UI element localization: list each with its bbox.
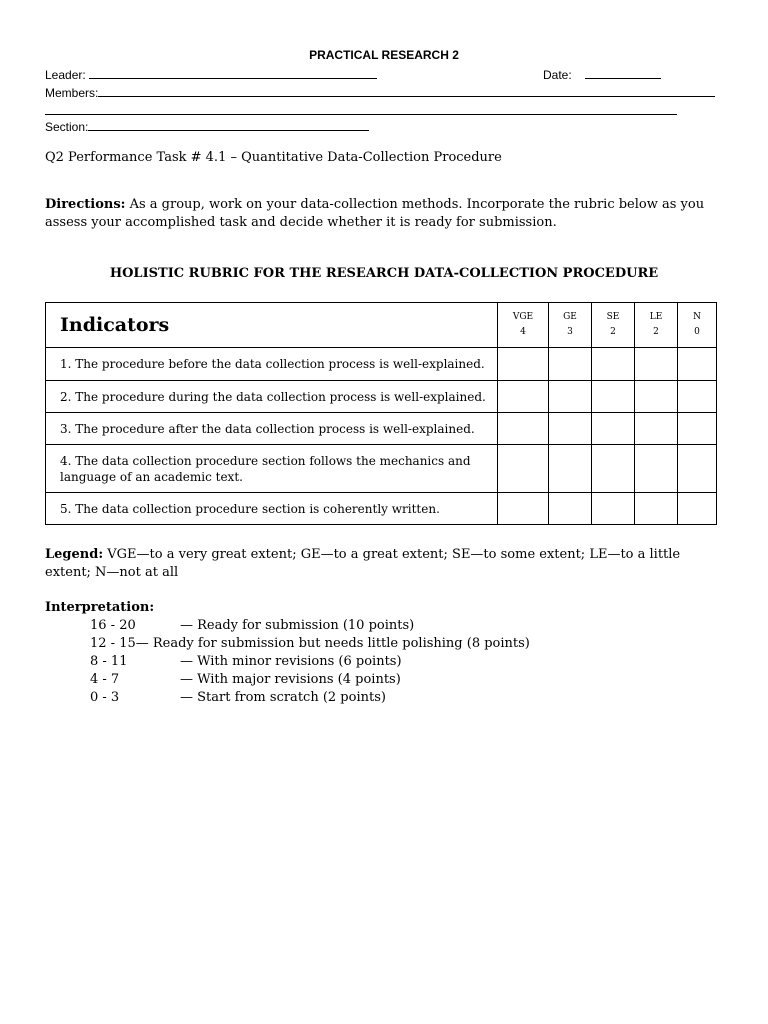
rubric-header-row	[46, 303, 717, 348]
score-range: 4 - 7	[90, 672, 120, 687]
rating-header-vge	[498, 303, 549, 348]
interpretation-text: — Ready for submission (10 points)	[180, 618, 415, 633]
interpretation-label: Interpretation:	[45, 600, 155, 615]
legend-paragraph	[45, 546, 725, 582]
score-cell[interactable]	[498, 413, 549, 445]
score-cell[interactable]	[498, 381, 549, 413]
interpretation-text: — Ready for submission but needs little polishing (8 points)	[135, 636, 530, 651]
members-field	[45, 84, 715, 100]
rubric-title: HOLISTIC RUBRIC FOR THE RESEARCH DATA-COLLECTION PROCEDURE	[109, 266, 659, 281]
score-cell[interactable]	[678, 348, 717, 381]
indicator-cell: 4. The data collection procedure section follows the mechanics and language of an academic text.	[46, 445, 498, 493]
legend-label: Legend:	[45, 547, 104, 562]
legend-text: VGE—to a very great extent; GE—to a great extent; SE—to some extent; LE—to a little extent; N—not at all	[45, 547, 681, 580]
interpretation-row	[90, 636, 530, 651]
score-cell[interactable]	[678, 493, 717, 525]
leader-blank[interactable]	[89, 66, 377, 79]
indicator-cell: 3. The procedure after the data collection process is well-explained.	[46, 413, 498, 445]
rubric-table	[45, 302, 717, 525]
directions-paragraph	[45, 196, 725, 232]
score-range: 0 - 3	[90, 690, 120, 705]
directions-text: As a group, work on your data-collection methods. Incorporate the rubric below as you assess your accomplished task and decide whether it is ready for submission.	[45, 197, 705, 230]
score-cell[interactable]	[549, 348, 592, 381]
rating-header-le	[635, 303, 678, 348]
leader-label: Leader:	[45, 68, 86, 82]
date-field	[543, 66, 661, 82]
score-cell[interactable]	[592, 493, 635, 525]
score-cell[interactable]	[678, 445, 717, 493]
table-row	[46, 413, 717, 445]
score-cell[interactable]	[549, 413, 592, 445]
leader-field	[45, 66, 377, 82]
rating-score: 3	[567, 327, 573, 337]
interpretation-text: — With minor revisions (6 points)	[180, 654, 402, 669]
rating-score: 2	[653, 327, 659, 337]
date-label: Date:	[543, 68, 572, 82]
interpretation-row	[90, 690, 386, 705]
table-row	[46, 348, 717, 381]
score-cell[interactable]	[592, 413, 635, 445]
score-cell[interactable]	[549, 381, 592, 413]
rating-code: GE	[563, 312, 577, 322]
members-label: Members:	[45, 86, 99, 100]
section-blank[interactable]	[88, 118, 369, 131]
score-cell[interactable]	[678, 413, 717, 445]
score-cell[interactable]	[498, 348, 549, 381]
table-row	[46, 493, 717, 525]
rating-score: 0	[694, 327, 700, 337]
score-range: 8 - 11	[90, 654, 128, 669]
indicator-cell: 5. The data collection procedure section is coherently written.	[46, 493, 498, 525]
members-blank-line-2[interactable]	[45, 102, 677, 115]
rating-score: 4	[520, 327, 526, 337]
score-cell[interactable]	[549, 445, 592, 493]
score-cell[interactable]	[635, 445, 678, 493]
rating-score: 2	[610, 327, 616, 337]
rating-code: SE	[606, 312, 620, 322]
interpretation-text: — Start from scratch (2 points)	[180, 690, 386, 705]
interpretation-row	[90, 654, 402, 669]
score-range: 12 - 15	[90, 636, 136, 651]
score-cell[interactable]	[635, 348, 678, 381]
rating-header-ge	[549, 303, 592, 348]
score-range: 16 - 20	[90, 618, 136, 633]
indicators-header: Indicators	[46, 303, 498, 348]
rating-header-n	[678, 303, 717, 348]
task-title: Q2 Performance Task # 4.1 – Quantitative Data-Collection Procedure	[45, 150, 502, 165]
members-blank[interactable]	[98, 84, 715, 97]
interpretation-text: — With major revisions (4 points)	[180, 672, 401, 687]
score-cell[interactable]	[498, 445, 549, 493]
interpretation-row	[90, 618, 414, 633]
rating-header-se	[592, 303, 635, 348]
rating-code: VGE	[512, 312, 534, 322]
score-cell[interactable]	[635, 493, 678, 525]
section-field	[45, 118, 369, 134]
score-cell[interactable]	[635, 381, 678, 413]
document-title: PRACTICAL RESEARCH 2	[309, 48, 459, 62]
indicator-cell: 1. The procedure before the data collection process is well-explained.	[46, 348, 498, 381]
score-cell[interactable]	[498, 493, 549, 525]
table-row	[46, 381, 717, 413]
score-cell[interactable]	[635, 413, 678, 445]
rating-code: N	[693, 312, 701, 322]
score-cell[interactable]	[549, 493, 592, 525]
section-label: Section:	[45, 120, 89, 134]
indicator-cell: 2. The procedure during the data collection process is well-explained.	[46, 381, 498, 413]
score-cell[interactable]	[592, 348, 635, 381]
score-cell[interactable]	[592, 445, 635, 493]
date-blank[interactable]	[585, 66, 661, 79]
score-cell[interactable]	[678, 381, 717, 413]
table-row	[46, 445, 717, 493]
directions-label: Directions:	[45, 197, 126, 212]
rating-code: LE	[649, 312, 663, 322]
score-cell[interactable]	[592, 381, 635, 413]
interpretation-row	[90, 672, 401, 687]
